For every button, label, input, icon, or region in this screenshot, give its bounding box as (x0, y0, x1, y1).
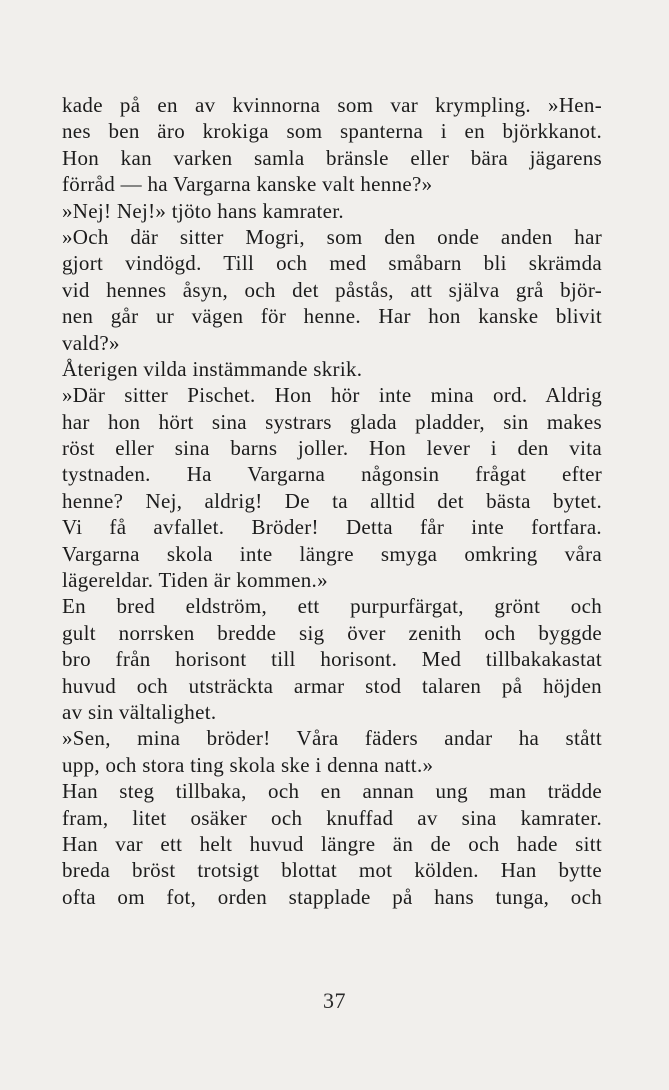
text-line: Han var ett helt huvud längre än de och hade sitt (62, 831, 602, 856)
text-line: gjort vindögd. Till och med småbarn bli skrämda (62, 251, 602, 276)
body-text (62, 92, 602, 910)
text-line: breda bröst trotsigt blottat mot kölden. Han bytte (62, 858, 602, 883)
text-line: »Sen, mina bröder! Våra fäders andar ha stått (62, 726, 602, 751)
text-line: »Där sitter Pischet. Hon hör inte mina ord. Aldrig (62, 383, 602, 408)
text-line: lägereldar. Tiden är kommen.» (62, 568, 328, 593)
text-line: nen går ur vägen för henne. Har hon kanske blivit (62, 304, 602, 329)
page-number: 37 (323, 988, 346, 1013)
text-line: gult norrsken bredde sig över zenith och byggde (62, 620, 602, 645)
text-line: Vi få avfallet. Bröder! Detta får inte fortfara. (62, 515, 602, 540)
text-line: förråd — ha Vargarna kanske valt henne?» (62, 172, 433, 197)
text-line: henne? Nej, aldrig! De ta alltid det bästa bytet. (62, 488, 602, 513)
text-line: kade på en av kvinnorna som var krympling. »Hen- (62, 93, 602, 117)
text-line: nes ben äro krokiga som spanterna i en björkkanot. (62, 119, 602, 144)
text-line: Hon kan varken samla bränsle eller bära jägarens (62, 145, 602, 170)
text-line: tystnaden. Ha Vargarna någonsin frågat efter (62, 462, 602, 487)
text-line: vid hennes åsyn, och det påstås, att själva grå björ- (62, 277, 602, 302)
text-line: En bred eldström, ett purpurfärgat, grönt och (62, 594, 602, 619)
text-line: »Nej! Nej!» tjöto hans kamrater. (62, 198, 344, 223)
text-line: ofta om fot, orden stapplade på hans tunga, och (62, 884, 602, 909)
text-line: fram, litet osäker och knuffad av sina kamrater. (62, 805, 602, 830)
text-line: huvud och utsträckta armar stod talaren på höjden (62, 673, 602, 698)
text-line: vald?» (62, 330, 120, 355)
text-line: upp, och stora ting skola ske i denna natt.» (62, 752, 434, 777)
text-line: Han steg tillbaka, och en annan ung man trädde (62, 779, 602, 804)
text-line: bro från horisont till horisont. Med tillbakakastat (62, 647, 602, 672)
text-line: Vargarna skola inte längre smyga omkring våra (62, 541, 602, 566)
text-line: röst eller sina barns joller. Hon lever i den vita (62, 436, 602, 461)
text-line: har hon hört sina systrars glada pladder, sin makes (62, 409, 602, 434)
text-line: »Och där sitter Mogri, som den onde anden har (62, 224, 602, 249)
text-line: av sin vältalighet. (62, 699, 217, 724)
text-line: Återigen vilda instämmande skrik. (62, 356, 363, 381)
